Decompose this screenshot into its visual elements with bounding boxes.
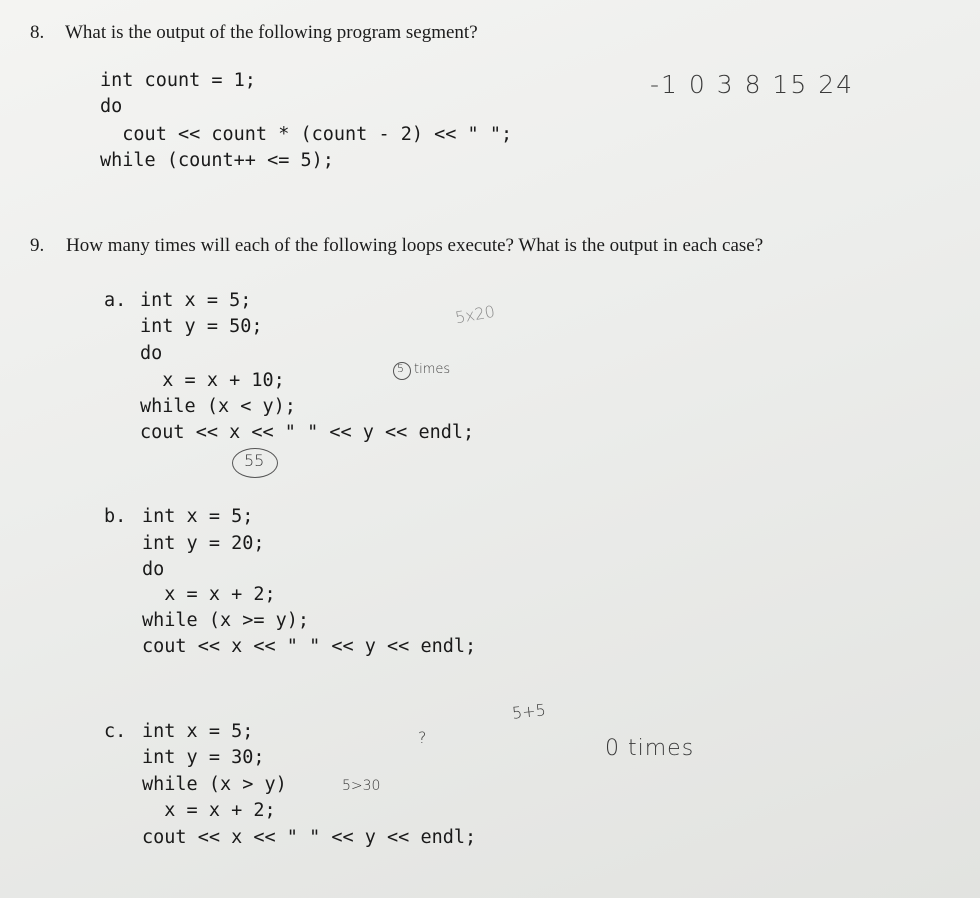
q8-handwritten-answer: -1 0 3 8 15 24 xyxy=(650,70,855,99)
q9b-code-line-5: while (x >= y); xyxy=(142,610,310,631)
q9-question-text: How many times will each of the following loops execute? What is the output in each case? xyxy=(66,235,764,256)
q9b-code-line-1: int x = 5; xyxy=(142,506,254,527)
q9a-code-line-3: do xyxy=(140,343,163,364)
q9c-code-line-1: int x = 5; xyxy=(142,721,254,742)
q9-number: 9. xyxy=(30,235,45,256)
q9c-code-line-4: x = x + 2; xyxy=(142,800,276,821)
q9c-code-line-5: cout << x << " " << y << endl; xyxy=(142,827,477,848)
q9b-code-line-3: do xyxy=(142,559,165,580)
q9a-code-line-4: x = x + 10; xyxy=(140,370,285,391)
q8-code-line-1: int count = 1; xyxy=(100,70,256,91)
q9a-note-times-number: 5 xyxy=(397,362,404,375)
q9a-code-line-5: while (x < y); xyxy=(140,396,296,417)
q9a-code-line-6: cout << x << " " << y << endl; xyxy=(140,422,475,443)
q8-code-line-3: cout << count * (count - 2) << " "; xyxy=(100,124,513,145)
q9a-code-line-1: int x = 5; xyxy=(140,290,252,311)
q9c-code-line-2: int y = 30; xyxy=(142,747,265,768)
q9c-label: c. xyxy=(104,721,127,742)
q9c-note-question: ? xyxy=(418,728,427,747)
q9b-code-line-2: int y = 20; xyxy=(142,533,265,554)
q9b-code-line-4: x = x + 2; xyxy=(142,584,276,605)
q9a-note-times: times xyxy=(414,362,451,377)
q9b-label: b. xyxy=(104,506,127,527)
q8-code-line-4: while (count++ <= 5); xyxy=(100,150,334,171)
q9c-note-times: 0 times xyxy=(605,736,695,761)
q9b-code-line-6: cout << x << " " << y << endl; xyxy=(142,636,477,657)
q9c-note-compare: 5>30 xyxy=(342,778,381,794)
q8-code-line-2: do xyxy=(100,96,123,117)
q9a-code-line-2: int y = 50; xyxy=(140,316,263,337)
q9a-label: a. xyxy=(104,290,127,311)
q9c-code-line-3: while (x > y) xyxy=(142,774,287,795)
q8-question-text: What is the output of the following program segment? xyxy=(65,22,478,43)
q9a-note-top: 5x20 xyxy=(453,301,497,328)
q9c-note-sum: 5+5 xyxy=(511,700,547,723)
q8-number: 8. xyxy=(30,22,45,43)
q9a-answer-value: 55 xyxy=(244,451,265,470)
